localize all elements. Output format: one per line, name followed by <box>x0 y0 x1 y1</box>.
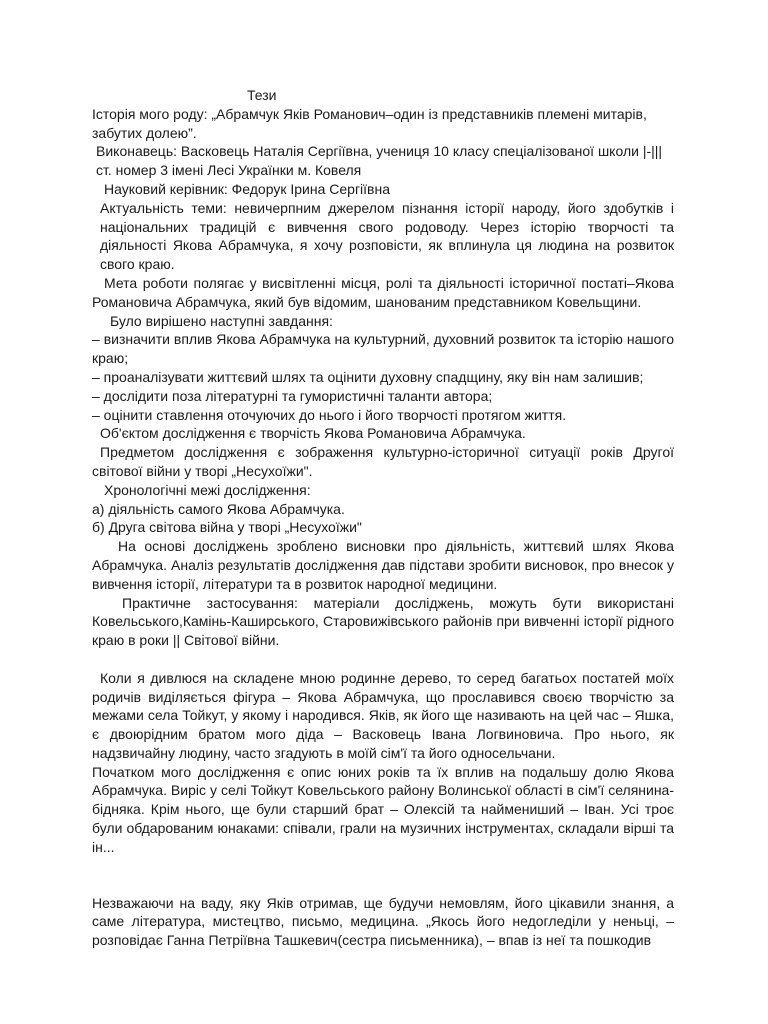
relevance-paragraph: Актуальність теми: невичерпним джерелом пізнання історії народу, його здобутків і національних традицій є вивчення свого родоводу. Через історію творчості та діяльності Якова Абрамчука, я хочу розповісти, як вплинула ця людина на розвиток свого краю. <box>100 199 674 273</box>
spacer <box>92 650 674 669</box>
bound-b: б) Друга світова війна у творі „Несухоїжи" <box>92 519 362 536</box>
topic-line: Історія мого роду: „Абрамчук Яків Романович–один із представників племені митарів, забутих долею”. <box>92 105 647 141</box>
task-item-3: – дослідити поза літературні та гумористичні таланти автора; <box>92 387 493 404</box>
conclusions-paragraph: На основі досліджень зроблено висновки про діяльність, життєвий шлях Якова Абрамчука. Аналіз результатів дослідження дав підстави зробити висновок, про внесок у вивчення історії, літератури та в розвиток народної медицини. <box>92 538 674 592</box>
supervisor-line: Науковий керівник: Федорук Ірина Сергіївна <box>104 180 391 197</box>
task-item-4: – оцінити ставлення оточуючих до нього і його творчості протягом життя. <box>92 406 567 423</box>
body-paragraph-1: Коли я дивлюся на складене мною родинне дерево, то серед багатьох постатей моїх родичів виділяється фігура – Якова Абрамчука, що прославився своєю творчістю за межами села Тойкут, у якому і народився. Яків, як його ще називають на цей час – Яшка, є двоюрідним братом мого діда – Васковець Івана Логвиновича. Про нього, як надзвичайну людину, часто згадують в моїй сім'ї та його односельчани. <box>92 669 674 761</box>
body-paragraph-3: Незважаючи на ваду, яку Яків отримав, ще будучи немовлям, його цікавили знання, а саме література, мистецтво, письмо, медицина. „Якось його недогледіли у неньці, –розповідає Ганна Петріївна Ташкевич(сестра письменника), – впав із неї та пошкодив <box>92 894 674 949</box>
goal-paragraph: Мета роботи полягає у висвітленні місця, ролі та діяльності історичної постаті–Якова Романовича Абрамчука, який був відомим, шанованим представником Ковельщини. <box>92 274 674 310</box>
body-paragraph-2: Початком мого дослідження є опис юних років та їх вплив на подальшу долю Якова Абрамчука. Виріс у селі Тойкут Ковельського району Волинської області в сім'ї селянина-бідняка. Крім нього, ще були старший брат – Олексій та наймениший – Іван. Усі троє були обдарованим юнаками: співали, грали на музичних інструментах, складали вірші та ін... <box>92 763 674 855</box>
task-item-1: – визначити вплив Якова Абрамчука на культурний, духовний розвиток та історію нашого краю; <box>92 331 674 367</box>
subject-paragraph: Предметом дослідження є зображення культурно-історичної ситуації років Другої світової війни у творі „Несухоїжи". <box>92 444 674 479</box>
spacer <box>92 857 674 894</box>
tasks-intro: Було вирішено наступні завдання: <box>110 312 333 329</box>
bounds-intro: Хронологічні межі дослідження: <box>104 481 311 498</box>
practical-paragraph: Практичне застосування: матеріали досліджень, можуть бути використані Ковельського,Камінь-Каширського, Старовижівського районів при вивченні історії рідного краю в роки || Світової війни. <box>92 594 674 649</box>
document-title: Тези <box>247 87 277 103</box>
document-body <box>92 86 674 950</box>
author-line: Виконавець: Васковець Наталія Сергіївна, учениця 10 класу спеціалізованої школи |-||| ст. номер 3 імені Лесі Українки м. Ковеля <box>96 143 663 179</box>
task-item-2: – проаналізувати життєвий шлях та оцінити духовну спадщину, яку він нам залишив; <box>92 368 644 385</box>
object-line: Об'єктом дослідження є творчість Якова Романовича Абрамчука. <box>100 425 526 442</box>
bound-a: а) діяльність самого Якова Абрамчука. <box>92 500 345 517</box>
